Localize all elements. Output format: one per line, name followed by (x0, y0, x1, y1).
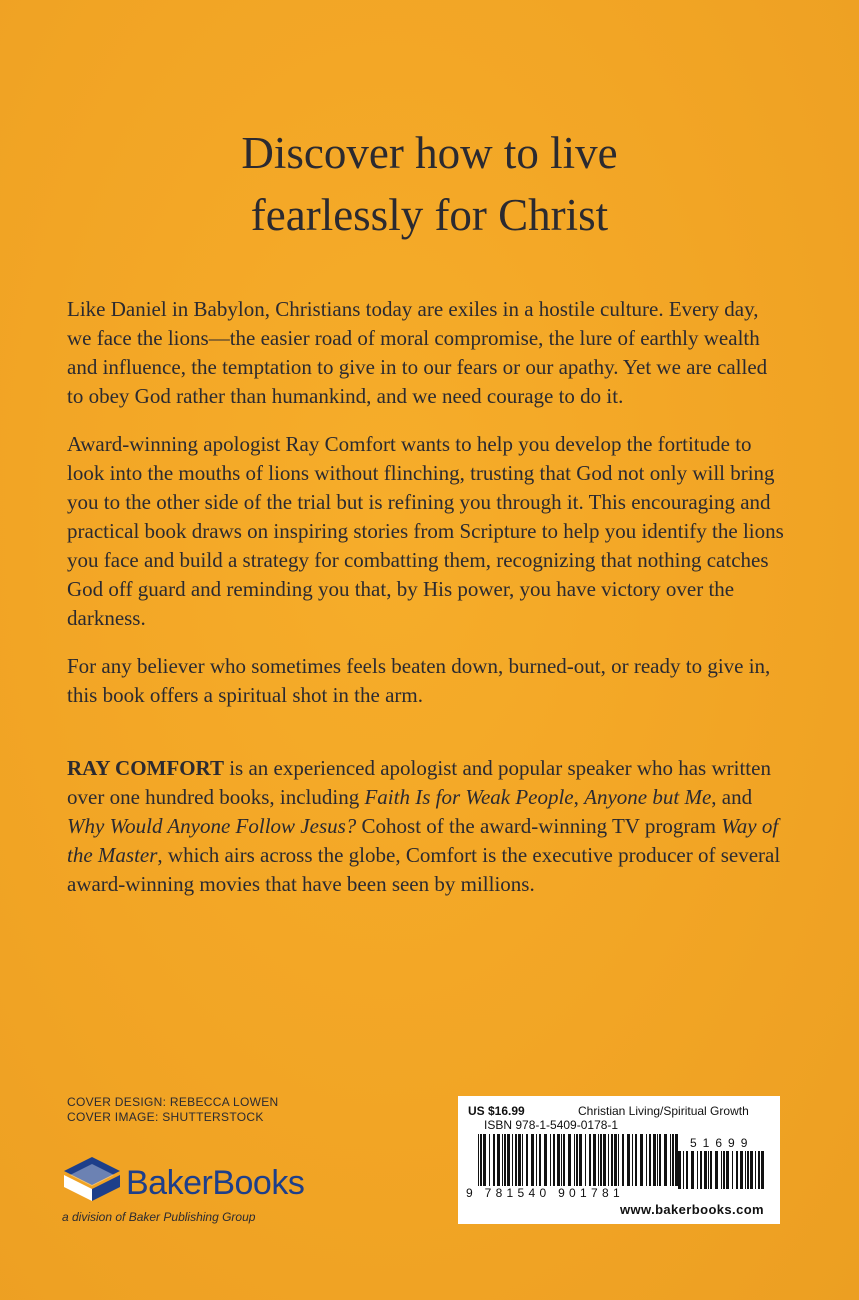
cover-credits (67, 1095, 278, 1125)
bakerbooks-logo-icon (62, 1155, 124, 1203)
isbn-barcode-icon (478, 1134, 680, 1186)
headline-line-2: fearlessly for Christ (250, 190, 609, 240)
bio-text-4: Cohost of the award-winning TV program (356, 814, 722, 838)
category: Christian Living/Spiritual Growth (578, 1104, 749, 1118)
tv-program-title: Way of the Master (67, 814, 779, 867)
publisher-tagline: a division of Baker Publishing Group (62, 1210, 256, 1224)
bio-text-2: , (573, 785, 585, 809)
cover-design-credit: COVER DESIGN: REBECCA LOWEN (67, 1095, 279, 1109)
bio-text-3: , and (711, 785, 753, 809)
headline (0, 122, 859, 246)
book-title-3: Why Would Anyone Follow Jesus? (67, 814, 357, 838)
blurb-paragraph-1: Like Daniel in Babylon, Christians today are exiles in a hostile culture. Every day, we face the lions—the easier road of moral compromise, the lure of earthly wealth and influence, the temptation to give in to our fears or our apathy. Yet we are called to obey God rather than humankind, and we need courage to do it. (67, 297, 768, 408)
bio-text-5: , which airs across the globe, Comfort is the executive producer of several award-winning movies that have been seen by millions. (67, 843, 781, 896)
author-bio (67, 754, 787, 899)
price-barcode-icon (678, 1151, 764, 1189)
publisher-logo (62, 1155, 342, 1230)
bio-text-1: is an experienced apologist and popular speaker who has written over one hundred books, including (67, 756, 771, 809)
author-name: RAY COMFORT (67, 756, 224, 780)
blurb (67, 295, 787, 918)
barcode-digits: 9 781540 901781 (466, 1186, 624, 1200)
blurb-paragraph-3: For any believer who sometimes feels beaten down, burned-out, or ready to give in, this book offers a spiritual shot in the arm. (67, 654, 771, 707)
book-title-1: Faith Is for Weak People (364, 785, 574, 809)
price-code: 51699 (690, 1136, 754, 1150)
publisher-website: www.bakerbooks.com (620, 1202, 764, 1217)
cover-image-credit: COVER IMAGE: SHUTTERSTOCK (67, 1110, 264, 1124)
barcode-panel (458, 1096, 780, 1224)
headline-line-1: Discover how to live (241, 128, 618, 178)
publisher-name: BakerBooks (126, 1164, 305, 1202)
price: US $16.99 (468, 1104, 525, 1118)
blurb-paragraph-2: Award-winning apologist Ray Comfort wants to help you develop the fortitude to look into the mouths of lions without flinching, trusting that God not only will bring you to the other side of the trial but is refining you through it. This encouraging and practical book draws on inspiring stories from Scripture to help you identify the lions you face and build a strategy for combatting them, recognizing that nothing catches God off guard and reminding you that, by His power, you have victory over the darkness. (67, 432, 784, 630)
isbn: ISBN 978-1-5409-0178-1 (484, 1118, 619, 1132)
book-title-2: Anyone but Me (584, 785, 712, 809)
